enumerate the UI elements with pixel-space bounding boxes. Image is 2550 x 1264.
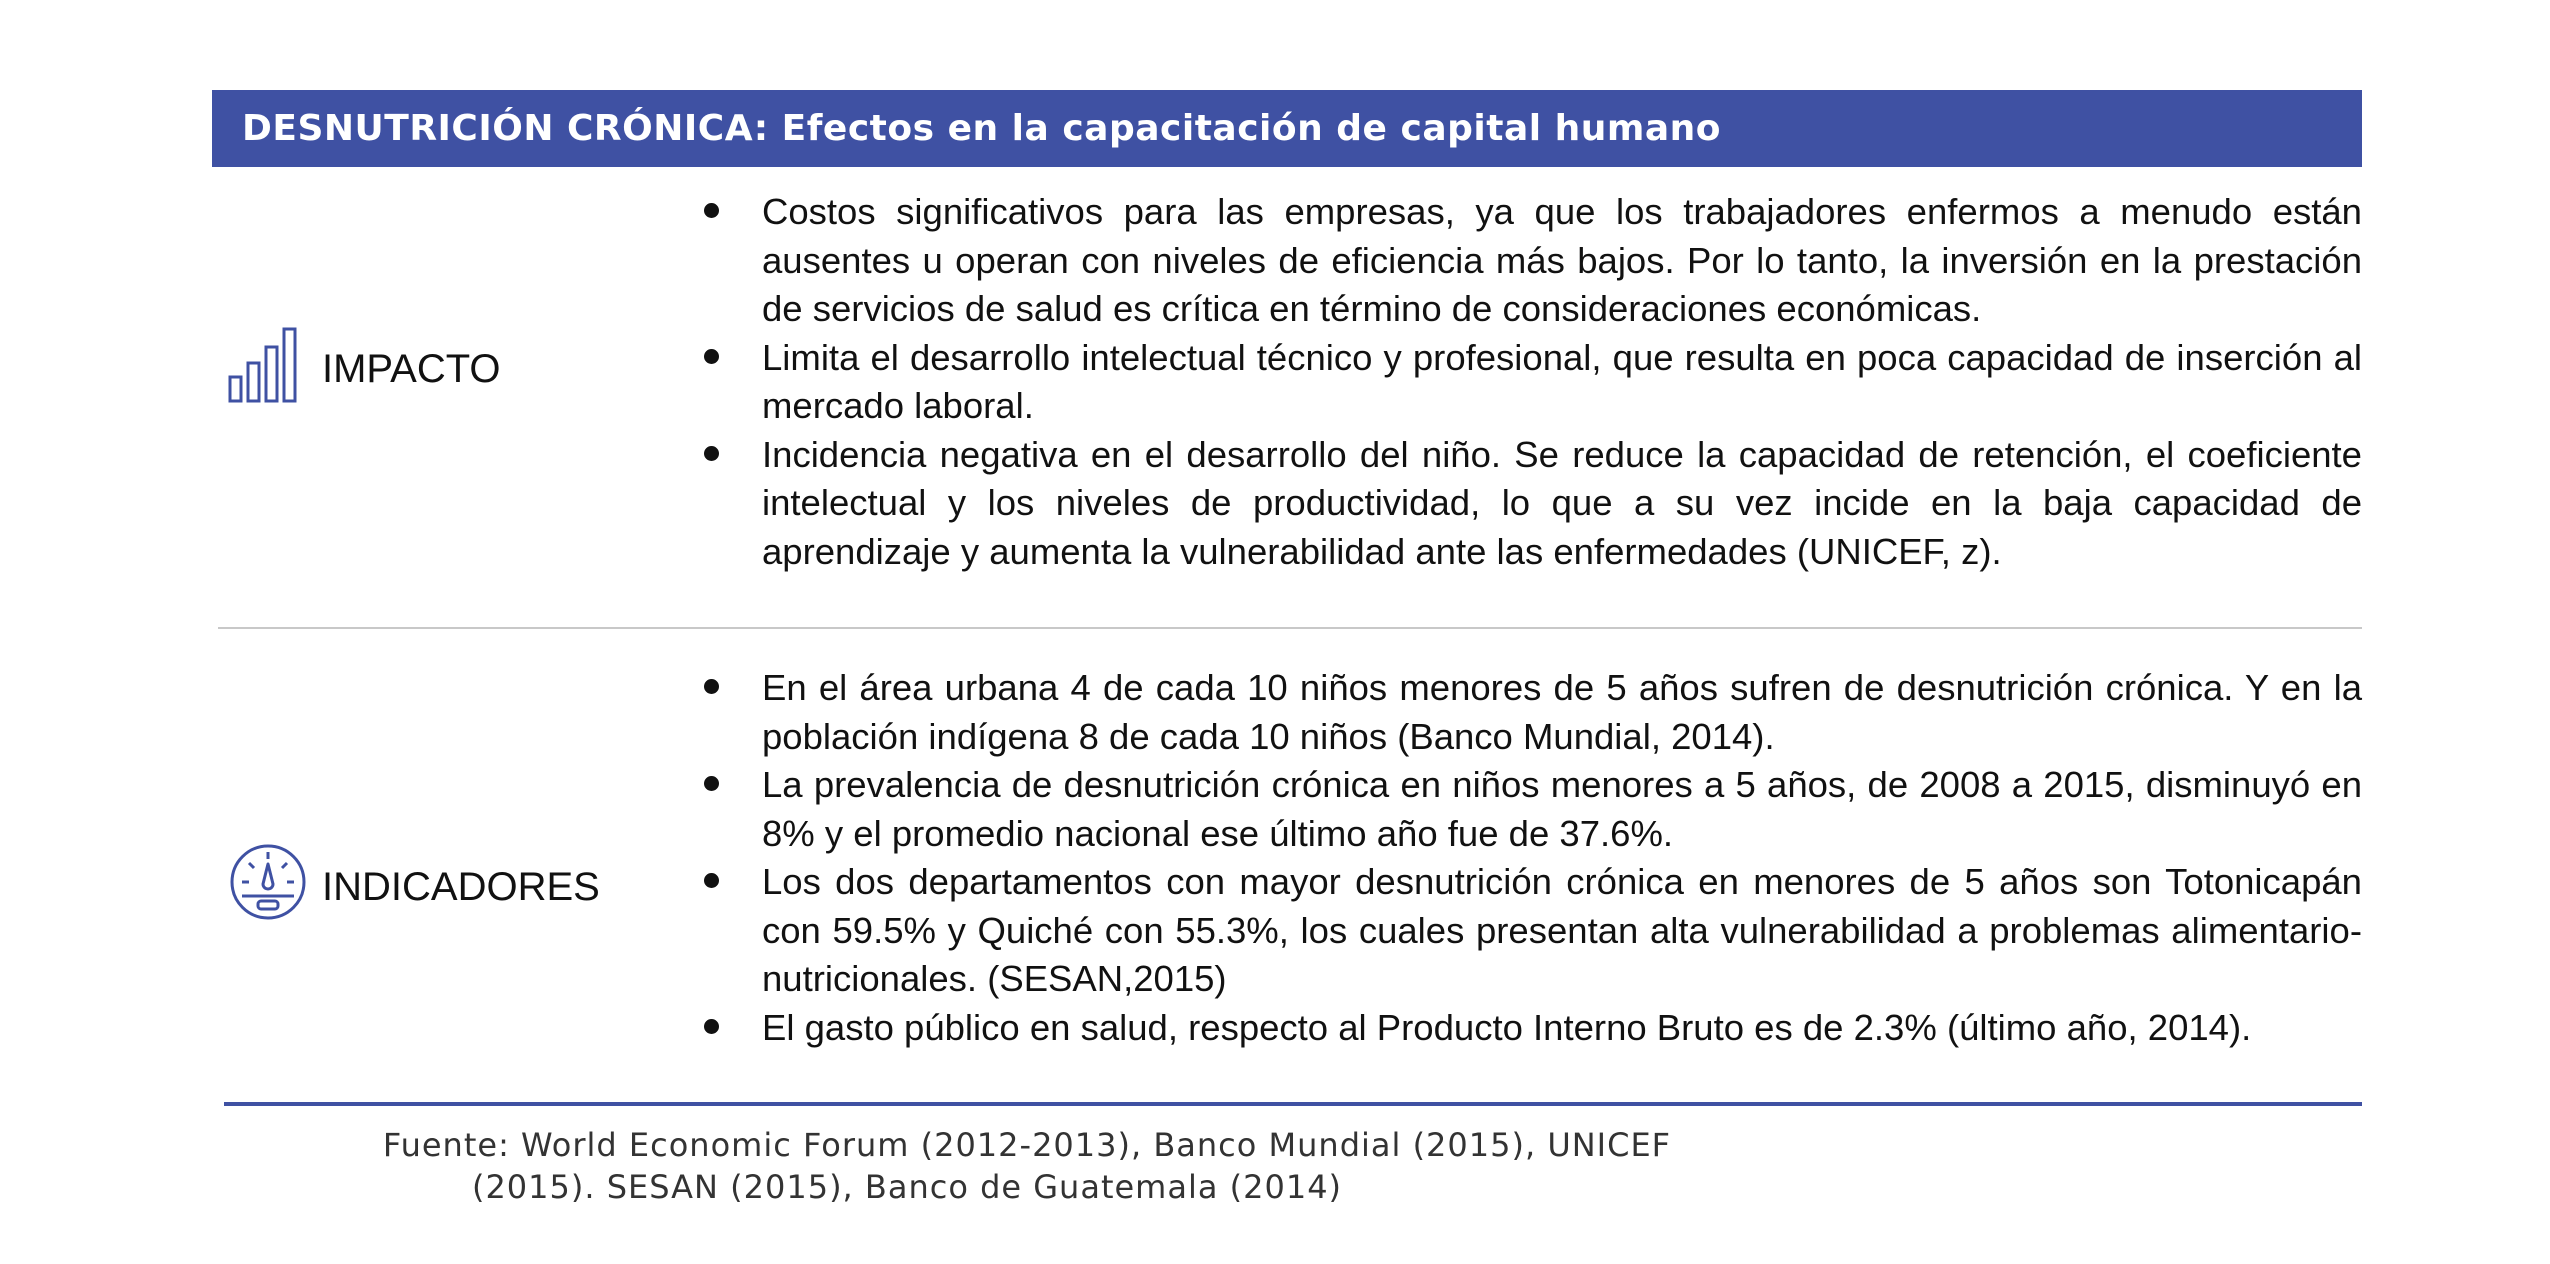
bullet-item (702, 761, 2362, 858)
source-line-2: (2015). SESAN (2015), Banco de Guatemala (2014) (471, 1168, 1343, 1206)
bullet-text: El gasto público en salud, respecto al Producto Interno Bruto es de 2.3% (último año, 2014). (762, 1006, 2252, 1048)
bullet-text: Incidencia negativa en el desarrollo del niño. Se reduce la capacidad de retención, el coeficiente intelectual y los niveles de productividad, lo que a su vez incide en la baja capacidad de aprendizaje y aumenta la vulnerabilidad ante las enfermedades (UNICEF, z). (762, 433, 2362, 572)
bullet-dot (704, 873, 719, 888)
section-impacto (212, 180, 2362, 620)
source-line-1: Fuente: World Economic Forum (2012-2013), Banco Mundial (2015), UNICEF (382, 1126, 1672, 1164)
section-label-indicadores (228, 842, 600, 922)
footer-divider (224, 1102, 2362, 1106)
bar-chart-icon (228, 323, 308, 403)
bullet-item (702, 858, 2362, 1004)
bullet-item (702, 431, 2362, 577)
bullet-dot (704, 776, 719, 791)
bullet-item (702, 334, 2362, 431)
bullet-text: En el área urbana 4 de cada 10 niños menores de 5 años sufren de desnutrición crónica. Y en la población indígena 8 de cada 10 niños (Banco Mundial, 2014). (762, 667, 2362, 757)
bullet-dot (704, 1019, 719, 1034)
bullet-text: La prevalencia de desnutrición crónica en niños menores a 5 años, de 2008 a 2015, disminuyó en 8% y el promedio nacional ese último año fue de 37.6%. (762, 764, 2362, 854)
header-bar (212, 90, 2362, 167)
section-indicadores (212, 640, 2362, 1090)
page-title: DESNUTRICIÓN CRÓNICA: Efectos en la capacitación de capital humano (242, 108, 1722, 149)
bullet-text: Limita el desarrollo intelectual técnico y profesional, que resulta en poca capacidad de inserción al mercado laboral. (762, 336, 2362, 426)
bullet-item (702, 188, 2362, 334)
section-title-indicadores: INDICADORES (322, 864, 600, 909)
section-label-impacto (228, 323, 501, 403)
bullet-item (702, 664, 2362, 761)
impacto-bullet-list (702, 188, 2362, 576)
section-title-impacto: IMPACTO (322, 346, 501, 391)
bullet-dot (704, 446, 719, 461)
bullet-item (702, 1004, 2362, 1053)
bullet-dot (704, 349, 719, 364)
gauge-icon (228, 842, 308, 922)
bullet-text: Costos significativos para las empresas, ya que los trabajadores enfermos a menudo están ausentes u operan con niveles de eficiencia más bajos. Por lo tanto, la inversión en la prestación de servicios de salud es crítica en término de consideraciones económicas. (762, 191, 2362, 329)
source-note (212, 1124, 2362, 1208)
indicadores-bullet-list (702, 664, 2362, 1052)
bullet-dot (704, 679, 719, 694)
bullet-dot (704, 203, 719, 218)
section-divider (218, 627, 2362, 629)
bullet-text: Los dos departamentos con mayor desnutrición crónica en menores de 5 años son Totonicapán con 59.5% y Quiché con 55.3%, los cuales presentan alta vulnerabilidad a problemas alimentario-nutricionales. (SESAN,2015) (762, 861, 2362, 999)
